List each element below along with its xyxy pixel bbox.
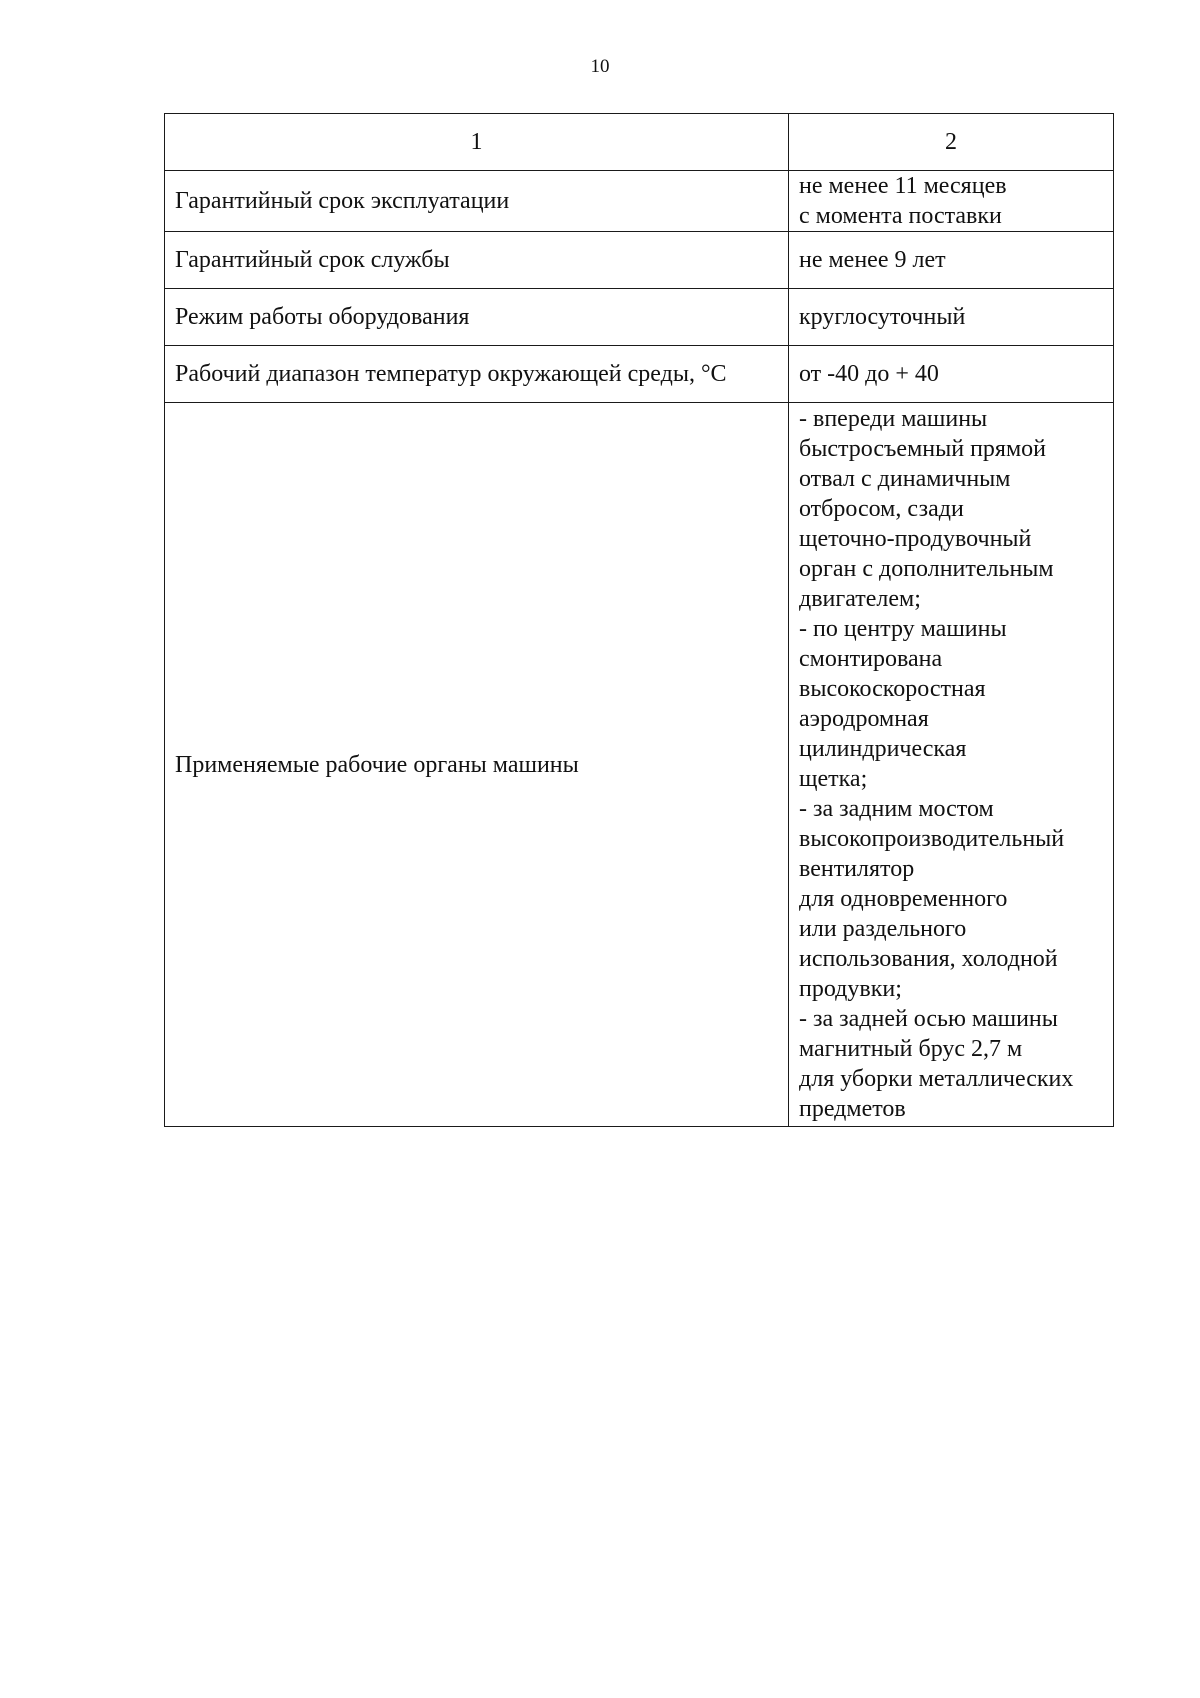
value-line: от -40 до + 40 <box>799 361 939 387</box>
value-line: отбросом, сзади <box>799 496 964 522</box>
value-line: цилиндрическая <box>799 736 967 762</box>
value-line: двигателем; <box>799 586 921 612</box>
value-line: отвал с динамичным <box>799 466 1011 492</box>
value-line: не менее 9 лет <box>799 247 946 273</box>
table-row-working-bodies <box>165 403 1114 1127</box>
value-line: - по центру машины <box>799 616 1007 642</box>
value-line: смонтирована <box>799 646 943 672</box>
value-line: орган с дополнительным <box>799 556 1054 582</box>
value-cell <box>789 403 1114 1127</box>
parameter-cell: Режим работы оборудования <box>165 289 789 346</box>
value-line: или раздельного <box>799 916 967 942</box>
value-cell <box>789 346 1114 403</box>
value-cell <box>789 232 1114 289</box>
value-line: для одновременного <box>799 886 1008 912</box>
value-line: аэродромная <box>799 706 929 732</box>
page-number: 10 <box>590 56 610 77</box>
value-line: - впереди машины <box>799 406 988 432</box>
column-header-1: 1 <box>165 114 789 171</box>
value-line: с момента поставки <box>799 203 1002 229</box>
specification-table <box>164 113 1114 1127</box>
parameter-cell: Применяемые рабочие органы машины <box>165 403 789 1127</box>
table-row-warranty-service <box>165 232 1114 289</box>
table-row-temperature-range <box>165 346 1114 403</box>
value-line: - за задним мостом <box>799 796 994 822</box>
value-cell <box>789 289 1114 346</box>
parameter-cell: Гарантийный срок службы <box>165 232 789 289</box>
parameter-cell: Гарантийный срок эксплуатации <box>165 171 789 232</box>
value-line: использования, холодной <box>799 946 1058 972</box>
table-row-work-mode <box>165 289 1114 346</box>
parameter-cell: Рабочий диапазон температур окружающей среды, °С <box>165 346 789 403</box>
table-row-warranty-operation <box>165 171 1114 232</box>
value-line: щетка; <box>799 766 868 792</box>
value-line: вентилятор <box>799 856 915 882</box>
value-line: предметов <box>799 1096 906 1122</box>
value-line: магнитный брус 2,7 м <box>799 1036 1023 1062</box>
value-line: быстросъемный прямой <box>799 436 1046 462</box>
value-line: - за задней осью машины <box>799 1006 1058 1032</box>
value-cell <box>789 171 1114 232</box>
table-header-row <box>165 114 1114 171</box>
value-line: для уборки металлических <box>799 1066 1074 1092</box>
value-line: щеточно-продувочный <box>799 526 1032 552</box>
value-line: круглосуточный <box>799 304 966 330</box>
value-line: высокоскоростная <box>799 676 986 702</box>
column-header-2: 2 <box>789 114 1114 171</box>
value-line: не менее 11 месяцев <box>799 173 1007 199</box>
value-line: высокопроизводительный <box>799 826 1065 852</box>
value-line: продувки; <box>799 976 902 1002</box>
